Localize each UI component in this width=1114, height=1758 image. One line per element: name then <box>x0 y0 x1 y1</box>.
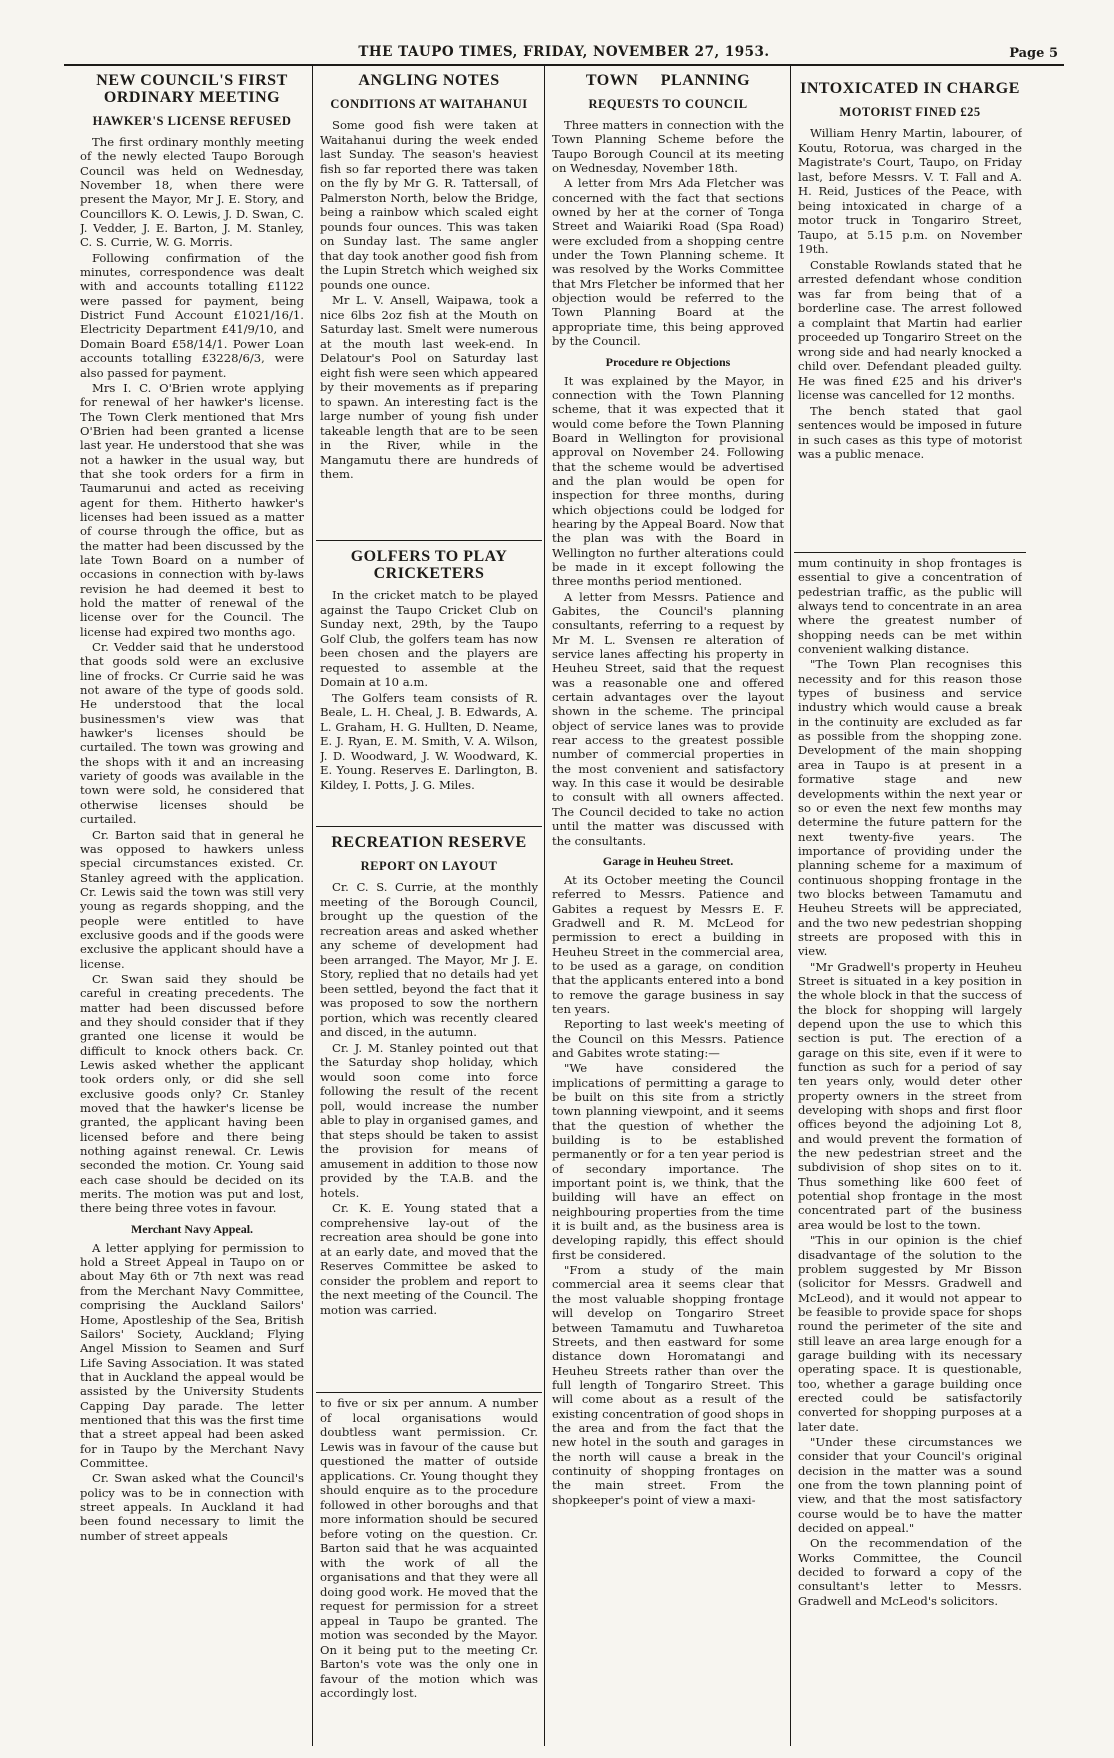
headline: NEW COUNCIL'S FIRST ORDINARY MEETING <box>96 72 288 106</box>
article-angling-notes <box>320 68 538 538</box>
page-number: Page 5 <box>1009 46 1058 61</box>
paragraph: In the cricket match to be played against the Taupo Cricket Club on Sunday next, 29th, by the Taupo Golf Club, the golfers team has now been chosen and the players are requested to assemble at the Domain at 10 a.m. <box>320 588 538 689</box>
masthead <box>64 44 1064 64</box>
paragraph: Mr L. V. Ansell, Waipawa, took a nice 6lbs 2oz fish at the Mouth on Saturday last. Smelt were numerous at the mouth last week-end. In Delatour's Pool on Saturday last eight fish were seen which appeared by their movements as if preparing to spawn. An interesting fact is the large number of young fish under takeable length that are to be seen in the River, while in the Mangamutu there are hundreds of them. <box>320 293 538 481</box>
paragraph: Cr. Barton said that in general he was opposed to hawkers unless special circumstances existed. Cr. Stanley agreed with the application. Cr. Lewis said the town was still very young as regards shopping, and the people were entitled to have exclusive goods and if the goods were exclusive the applicant should have a license. <box>80 827 304 971</box>
paragraph: "From a study of the main commercial area it seems clear that the most valuable shopping frontage will develop on Tongariro Street between Tamamutu and Tuwharetoa Streets, and then eastward for some distance down Horomatangi and Heuheu Streets rather than over the full length of Tongariro Street. This will come about as a result of the existing concentration of good shops in the area and from the fact that the new hotel in the south and garages in the north will cause a break in the continuity of shopping frontages on the main street. From the shopkeeper's point of view a maxi- <box>552 1263 784 1507</box>
paragraph: William Henry Martin, labourer, of Koutu, Rotorua, was charged in the Magistrate's Court, Taupo, on Friday last, before Messrs. V. T. Fall and A. H. Reid, Justices of the Peace, with being intoxicated in charge of a motor truck in Tongariro Street, Taupo, at 5.15 p.m. on November 19th. <box>798 126 1022 256</box>
article-intoxicated <box>798 68 1022 548</box>
paragraph: On the recommendation of the Works Committee, the Council decided to forward a copy of the consultant's letter to Messrs. Gradwell and McLeod's solicitors. <box>798 1536 1022 1608</box>
subheadline: REPORT ON LAYOUT <box>360 859 498 873</box>
paragraph: Cr. Swan asked what the Council's policy was to be in connection with street appeals. In Auckland it had been found necessary to limit the number of street appeals <box>80 1471 304 1543</box>
paragraph: Three matters in connection with the Town Planning Scheme before the Taupo Borough Council at its meeting on Wednesday, November 18th. <box>552 118 784 176</box>
paragraph: Following confirmation of the minutes, correspondence was dealt with and accounts totalling £1122 were passed for payment, being District Fund Account £1021/16/1. Electricity Department £41/9/10, and Domain Board £58/14/1. Power Loan accounts totalling £3228/6/3, were also passed for payment. <box>80 250 304 380</box>
headline: TOWN PLANNING <box>585 72 751 89</box>
paragraph: to five or six per annum. A number of local organisations would doubtless want permission. Cr. Lewis was in favour of the cause but questioned the matter of outside applications. Cr. Young thought they should enquire as to the procedure followed in other boroughs and that more information should be secured before voting on the question. Cr. Barton said that he was acquainted with the work of all the organisations and that they were all doing good work. He moved that the request for permission for a street appeal in Taupo be granted. The motion was seconded by the Mayor. On it being put to the meeting Cr. Barton's vote was the only one in favour of the motion which was accordingly lost. <box>320 1396 538 1700</box>
paragraph: It was explained by the Mayor, in connection with the Town Planning scheme, that it was expected that it would come before the Town Planning Board in Wellington for provisional approval on November 24. Following that the scheme would be advertised and the plan would be open for inspection for three months, during which objections could be lodged for hearing by the Appeal Board. Now that the plan was with the Board in Wellington no further alterations could be made in it except following the three months period mentioned. <box>552 373 784 589</box>
paragraph: "This in our opinion is the chief disadvantage of the solution to the problem suggested by Mr Bisson (solicitor for Messrs. Gradwell and McLeod), and it would not appear to be feasible to provide space for shops round the perimeter of the site and still leave an area large enough for a garage building with its necessary operating space. It is questionable, too, whether a garage building once erected could be satisfactorily converted for shopping purposes at a later date. <box>798 1233 1022 1434</box>
paragraph: mum continuity in shop frontages is essential to give a concentration of pedestrian traffic, as the public will always tend to concentrate in an area where the greatest number of shopping needs can be met within convenient walking distance. <box>798 556 1022 657</box>
article-recreation-reserve <box>320 830 538 1386</box>
paragraph: The first ordinary monthly meeting of the newly elected Taupo Borough Council was held on Wednesday, November 18, when there were present the Mayor, Mr J. E. Story, and Councillors K. O. Lewis, J. D. Swan, C. J. Vedder, J. E. Barton, J. M. Stanley, C. S. Currie, W. G. Morris. <box>80 135 304 250</box>
paragraph: The Golfers team consists of R. Beale, L. H. Cheal, J. B. Edwards, A. L. Graham, H. G. Hullten, D. Neame, E. J. Ryan, E. M. Smith, V. A. Wilson, J. D. Woodward, J. W. Woodward, K. E. Young. Reserves E. Darlington, B. Kildey, I. Potts, J. G. Miles. <box>320 690 538 792</box>
article-new-council <box>80 68 304 1748</box>
headline: RECREATION RESERVE <box>331 834 527 851</box>
article-divider <box>794 552 1026 553</box>
paragraph: "Under these circumstances we consider that your Council's original decision in the matter was a sound one from the town planning point of view, and that the most satisfactory course would be to have the matter decided on appeal." <box>798 1434 1022 1536</box>
column-divider <box>790 66 791 1746</box>
article-golfers <box>320 544 538 824</box>
paragraph: Cr. J. M. Stanley pointed out that the Saturday shop holiday, which would soon come into force following the result of the recent poll, would increase the number able to play in organised games, and that steps should be taken to assist the provision for means of amusement in addition to those now provided by the T.A.B. and the hotels. <box>320 1040 538 1200</box>
section-heading: Garage in Heuheu Street. <box>602 853 734 868</box>
section-heading: Procedure re Objections <box>605 354 731 369</box>
headline: GOLFERS TO PLAY CRICKETERS <box>350 548 508 582</box>
newspaper-title: THE TAUPO TIMES, FRIDAY, NOVEMBER 27, 1953. <box>358 44 770 60</box>
subheadline: MOTORIST FINED £25 <box>839 105 981 119</box>
paragraph: A letter from Messrs. Patience and Gabites, the Council's planning consultants, referring to a request by Mr M. L. Svensen re alteration of service lanes affecting his property in Heuheu Street, said that the request was a reasonable one and offered certain advantages over the layout shown in the scheme. The principal object of service lanes was to provide rear access to the greatest possible number of commercial properties in the most convenient and satisfactory way. In this case it would be desirable to consult with all owners affected. The Council decided to take no action until the matter was discussed with the consultants. <box>552 589 784 848</box>
paragraph: Constable Rowlands stated that he arrested defendant whose condition was far from being that of a borderline case. The arrest followed a complaint that Martin had earlier proceeded up Tongariro Street on the wrong side and had nearly knocked a child over. Defendant pleaded guilty. He was fined £25 and his driver's license was cancelled for 12 months. <box>798 257 1022 402</box>
continued-council-text <box>320 1396 538 1748</box>
paragraph: "The Town Plan recognises this necessity and for this reason those types of business and service industry which would cause a break in the continuity are excluded as far as possible from the shopping zone. Development of the main shopping area in Taupo is at present in a formative stage and new developments within the next year or so or even the next few months may determine the future pattern for the next twenty-five years. The importance of providing under the planning scheme for a maximum of continuous shopping frontage in the two blocks between Tamamutu and Heuheu Streets will be appreciated, and the two new pedestrian shopping streets are proposed with this in view. <box>798 657 1022 959</box>
paragraph: Cr. Swan said they should be careful in creating precedents. The matter had been discussed before and they should consider that if they granted one license it would be difficult to knock others back. Cr. Lewis asked whether the applicant took orders only, or did she sell exclusive goods only? Cr. Stanley moved that the hawker's license be granted, the applicant having been licensed before and there being nothing against renewal. Cr. Lewis seconded the motion. Cr. Young said each case should be decided on its merits. The motion was put and lost, there being three votes in favour. <box>80 971 304 1216</box>
masthead-rule <box>64 64 1064 66</box>
paragraph: A letter applying for permission to hold a Street Appeal in Taupo on or about May 6th or 7th next was read from the Merchant Navy Committee, comprising the Auckland Sailors' Home, Apostleship of the Sea, British Sailors' Society, Auckland; Flying Angel Mission to Seamen and Surf Life Saving Association. It was stated that in Auckland the appeal would be assisted by the University Students Capping Day parade. The letter mentioned that this was the first time that a street appeal had been asked for in Taupo by the Merchant Navy Committee. <box>80 1240 304 1470</box>
article-divider <box>316 1392 542 1393</box>
paragraph: Some good fish were taken at Waitahanui during the week ended last Sunday. The season's heaviest fish so far reported there was taken on the fly by Mr G. R. Tattersall, of Palmerston North, below the Bridge, being a rainbow which scaled eight pounds four ounces. This was taken on Sunday last. The same angler that day took another good fish from the Lupin Stretch which weighed six pounds one ounce. <box>320 118 538 292</box>
subheadline: HAWKER'S LICENSE REFUSED <box>92 114 292 128</box>
paragraph: At its October meeting the Council referred to Messrs. Patience and Gabites a request by Messrs E. F. Gradwell and R. M. McLeod for permission to erect a building in Heuheu Street in the commercial area, to be used as a garage, on condition that the applicants entered into a bond to remove the garage business in say ten years. <box>552 872 784 1016</box>
article-town-planning <box>552 68 784 1748</box>
subheadline: CONDITIONS AT WAITAHANUI <box>330 97 528 111</box>
paragraph: A letter from Mrs Ada Fletcher was concerned with the fact that sections owned by her at the corner of Tonga Street and Waiariki Road (Spa Road) were excluded from a shopping centre under the Town Planning scheme. It was resolved by the Works Committee that Mrs Fletcher be informed that her objection would be referred to the Town Planning Board at the appropriate time, this being approved by the Council. <box>552 176 784 349</box>
paragraph: Cr. C. S. Currie, at the monthly meeting of the Borough Council, brought up the question of the recreation areas and asked whether any scheme of development had been arranged. The Mayor, Mr J. E. Story, replied that no details had yet been settled, beyond the fact that it was proposed to sow the northern portion, which was recently cleared and disced, in the autumn. <box>320 880 538 1039</box>
article-divider <box>316 826 542 827</box>
subheadline: REQUESTS TO COUNCIL <box>588 97 748 111</box>
paragraph: Cr. Vedder said that he understood that goods sold were an exclusive line of frocks. Cr Currie said he was not aware of the type of goods sold. He understood that the local businessmen's view was that hawker's licenses should be curtailed. The town was growing and the shops with it and an increasing variety of goods was available in the town were sold, he considered that otherwise licenses should be curtailed. <box>80 640 304 827</box>
column-divider <box>544 66 545 1746</box>
article-divider <box>316 540 542 541</box>
headline: INTOXICATED IN CHARGE <box>800 80 1020 97</box>
headline: ANGLING NOTES <box>358 72 500 89</box>
paragraph: "We have considered the implications of permitting a garage to be built on this site from a strictly town planning viewpoint, and it seems that the question of whether the building is to be established permanently or for a ten year period is of secondary importance. The important point is, we think, that the building will have an effect on neighbouring properties from the time it is built and, as the business area is developing rapidly, this effect should first be considered. <box>552 1061 784 1262</box>
paragraph: Mrs I. C. O'Brien wrote applying for renewal of her hawker's license. The Town Clerk mentioned that Mrs O'Brien had been granted a license last year. He understood that she was not a hawker in the usual way, but that she took orders for a firm in Taumarunui and acted as receiving agent for them. Hitherto hawker's licenses had been issued as a matter of course through the office, but as the matter had been discussed by the late Town Board on a number of occasions in connection with by-laws revision he had deemed it best to hold the matter of renewal of the license over for the Council. The license had expired two months ago. <box>80 380 304 639</box>
section-heading: Merchant Navy Appeal. <box>130 1221 254 1236</box>
paragraph: The bench stated that gaol sentences would be imposed in future in such cases as this type of motorist was a public menace. <box>798 403 1022 461</box>
paragraph: "Mr Gradwell's property in Heuheu Street is situated in a key position in the whole block in that the success of the block for shopping will largely depend upon the use to which this section is put. The erection of a garage on this site, even if it were to function as such for a period of say ten years only, would deter other property owners in the street from developing with shops and first floor offices beyond the adjoining Lot 8, and would prevent the formation of the new pedestrian street and the subdivision of shop sites on to it. Thus something like 600 feet of potential shop frontage in the most concentrated part of the business area would be lost to the town. <box>798 959 1022 1232</box>
paragraph: Cr. K. E. Young stated that a comprehensive lay-out of the recreation area should be gone into at an early date, and moved that the Reserves Committee be asked to consider the problem and report to the next meeting of the Council. The motion was carried. <box>320 1201 538 1317</box>
continued-town-planning <box>798 556 1022 1748</box>
column-divider <box>312 66 313 1746</box>
paragraph: Reporting to last week's meeting of the Council on this Messrs. Patience and Gabites wrote stating:— <box>552 1017 784 1060</box>
